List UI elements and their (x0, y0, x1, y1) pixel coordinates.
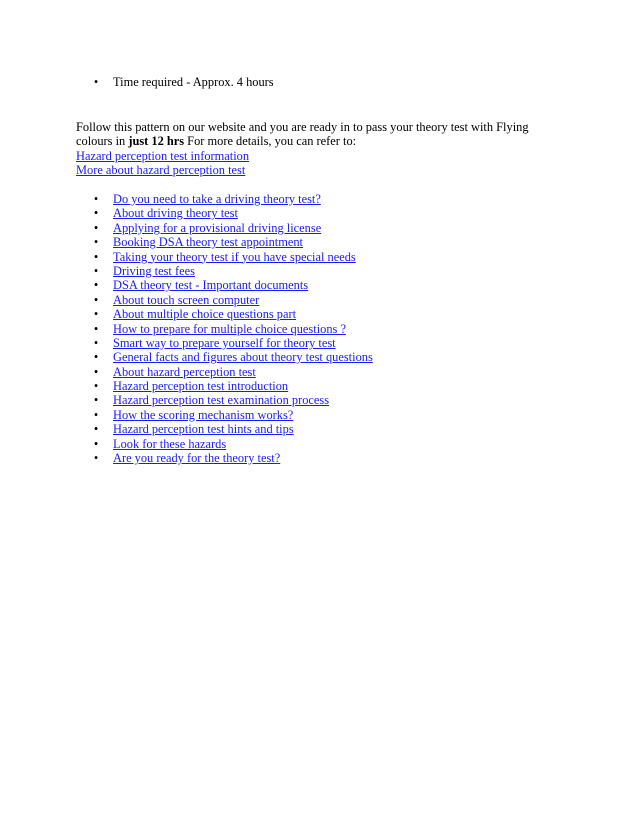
bullet-icon: • (93, 249, 99, 264)
list-item (76, 336, 373, 350)
list-item (76, 365, 373, 379)
bullet-icon: • (93, 278, 99, 293)
bullet-icon: • (93, 307, 99, 322)
bullet-icon: • (93, 379, 99, 394)
list-item (76, 307, 373, 321)
topic-link[interactable]: Driving test fees (113, 263, 195, 278)
intro-text-before: Follow this pattern on our website and you are ready in to pass your theory test with Flying colours in (76, 120, 529, 149)
intro-text-after: For more details, you can refer to: (184, 134, 357, 149)
intro-paragraph (76, 120, 546, 178)
list-item (76, 350, 373, 364)
topic-link[interactable]: Applying for a provisional driving license (113, 220, 322, 235)
list-item (76, 235, 373, 249)
list-item (76, 206, 373, 220)
bullet-icon: • (93, 407, 99, 422)
list-item (76, 75, 274, 89)
bullet-icon: • (93, 335, 99, 350)
list-item (76, 393, 373, 407)
more-hazard-link[interactable]: More about hazard perception test (76, 163, 246, 178)
topic-link[interactable]: General facts and figures about theory test questions (113, 350, 373, 365)
list-item (76, 451, 373, 465)
topic-link[interactable]: Look for these hazards (113, 436, 227, 451)
bullet-icon: • (93, 451, 99, 466)
topic-link[interactable]: Taking your theory test if you have special needs (113, 249, 356, 264)
hazard-info-link[interactable]: Hazard perception test information (76, 148, 250, 163)
list-item (76, 221, 373, 235)
topic-link[interactable]: How the scoring mechanism works? (113, 407, 294, 422)
topic-link[interactable]: Hazard perception test examination process (113, 393, 330, 408)
bullet-icon: • (93, 436, 99, 451)
topic-link[interactable]: Are you ready for the theory test? (113, 451, 281, 466)
bullet-icon: • (93, 206, 99, 221)
topic-link[interactable]: About driving theory test (113, 206, 238, 221)
bullet-icon: • (93, 75, 99, 89)
topic-link[interactable]: Booking DSA theory test appointment (113, 235, 303, 250)
topic-link[interactable]: Smart way to prepare yourself for theory test (113, 335, 336, 350)
list-item (76, 293, 373, 307)
bullet-icon: • (93, 220, 99, 235)
bullet-icon: • (93, 235, 99, 250)
bullet-icon: • (93, 422, 99, 437)
list-item (76, 250, 373, 264)
topic-link[interactable]: About touch screen computer (113, 292, 260, 307)
topic-link[interactable]: Hazard perception test introduction (113, 379, 289, 394)
topic-link[interactable]: Hazard perception test hints and tips (113, 422, 294, 437)
topic-link[interactable]: About hazard perception test (113, 364, 256, 379)
intro-bold-text: just 12 hrs (128, 134, 185, 149)
topic-link[interactable]: DSA theory test - Important documents (113, 278, 309, 293)
bullet-icon: • (93, 350, 99, 365)
topic-link[interactable]: About multiple choice questions part (113, 307, 297, 322)
topic-link-list (76, 192, 373, 465)
bullet-icon: • (93, 393, 99, 408)
time-required-text: Time required - Approx. 4 hours (113, 75, 274, 89)
list-item (76, 278, 373, 292)
topic-link[interactable]: Do you need to take a driving theory test? (113, 192, 321, 206)
bullet-icon: • (93, 321, 99, 336)
topic-link[interactable]: How to prepare for multiple choice questions ? (113, 321, 346, 336)
list-item (76, 379, 373, 393)
list-item (76, 408, 373, 422)
bullet-icon: • (93, 263, 99, 278)
bullet-icon: • (93, 192, 99, 206)
bullet-icon: • (93, 364, 99, 379)
list-item (76, 437, 373, 451)
bullet-icon: • (93, 292, 99, 307)
list-item (76, 422, 373, 436)
list-item (76, 322, 373, 336)
list-item (76, 264, 373, 278)
time-list (76, 75, 274, 89)
list-item (76, 192, 373, 206)
intro-text (76, 120, 546, 149)
